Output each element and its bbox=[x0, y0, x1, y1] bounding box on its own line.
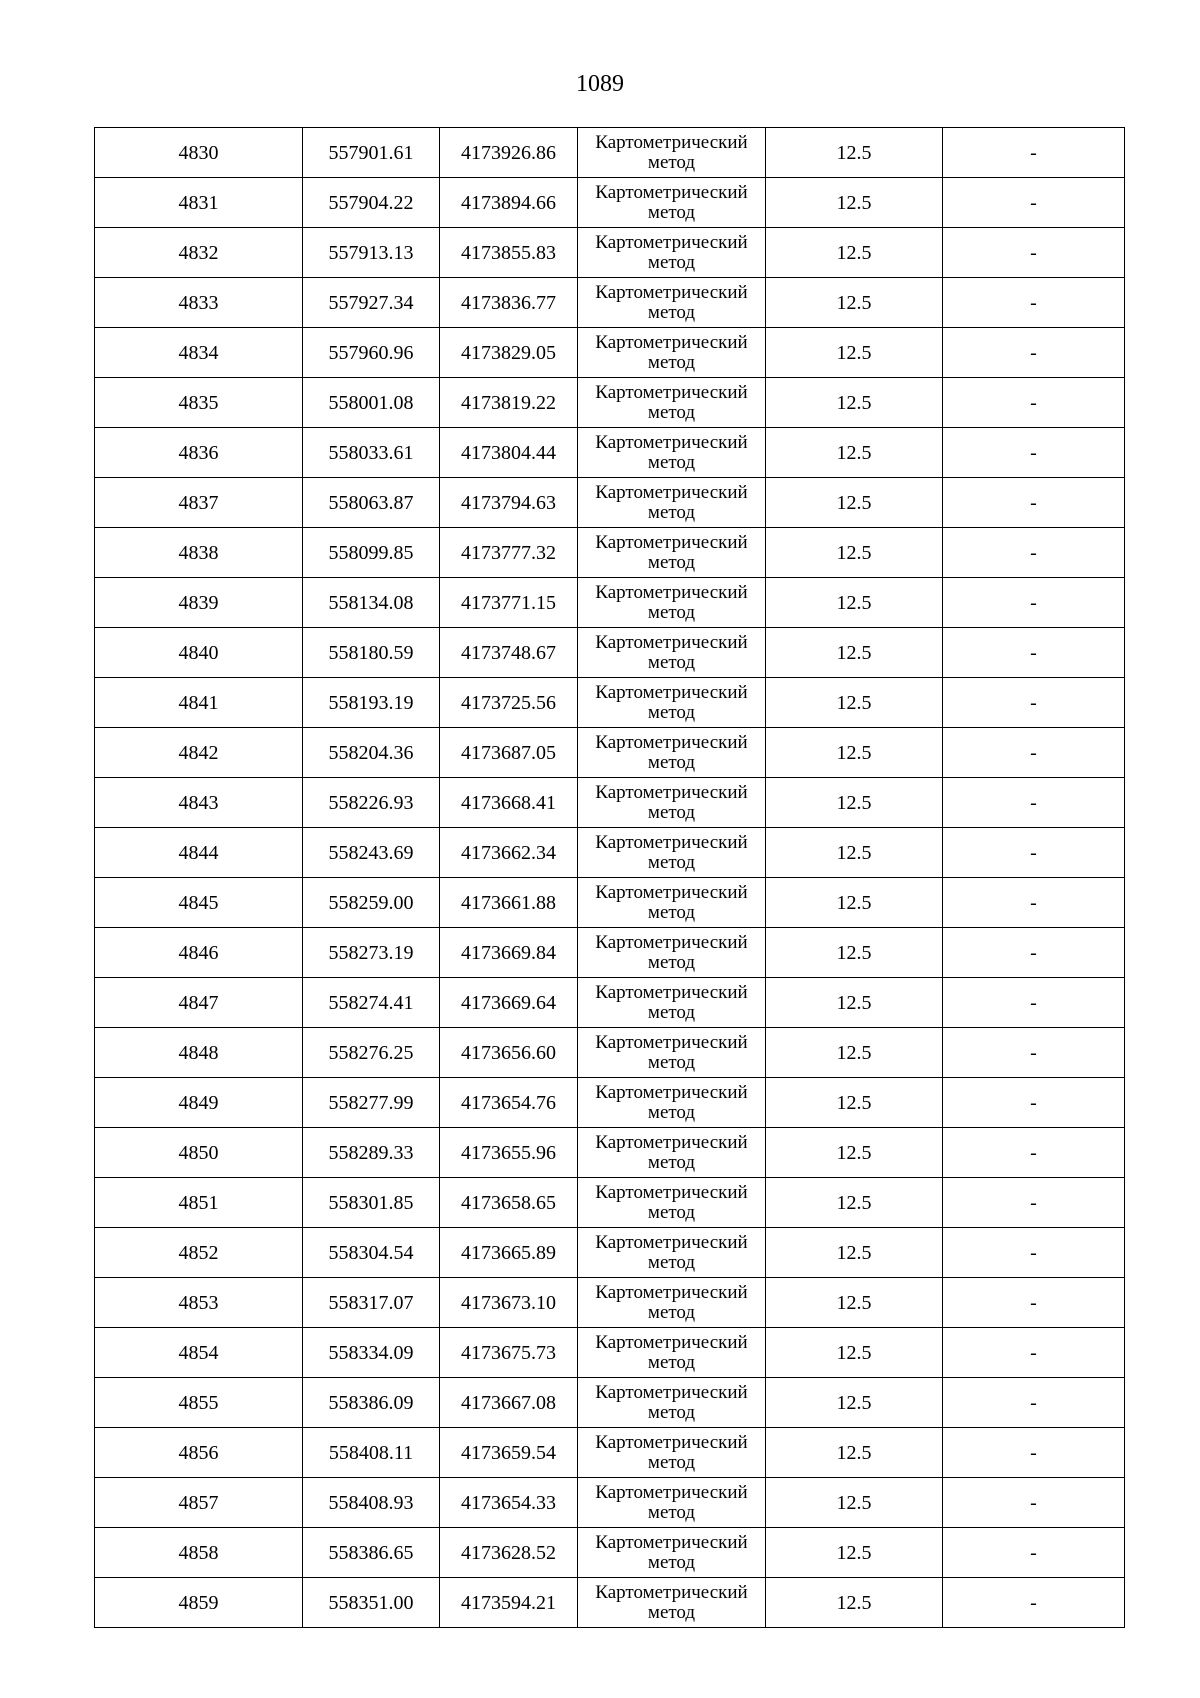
accuracy-cell: 12.5 bbox=[766, 128, 943, 178]
method-line1: Картометрический bbox=[595, 731, 748, 753]
method-cell bbox=[578, 228, 766, 278]
method-line2: метод bbox=[647, 1101, 696, 1123]
coordinates-table bbox=[94, 127, 1125, 1628]
method-line1: Картометрический bbox=[595, 481, 748, 503]
point-number-cell: 4859 bbox=[95, 1578, 303, 1628]
method-line1: Картометрический bbox=[595, 681, 748, 703]
method-line1: Картометрический bbox=[595, 1281, 748, 1303]
y-coordinate-cell: 4173669.84 bbox=[440, 928, 578, 978]
method-line1: Картометрический bbox=[595, 131, 748, 153]
x-coordinate-cell: 558276.25 bbox=[303, 1028, 440, 1078]
method-cell bbox=[578, 1128, 766, 1178]
accuracy-cell: 12.5 bbox=[766, 578, 943, 628]
x-coordinate-cell: 558273.19 bbox=[303, 928, 440, 978]
x-coordinate-cell: 558259.00 bbox=[303, 878, 440, 928]
y-coordinate-cell: 4173667.08 bbox=[440, 1378, 578, 1428]
y-coordinate-cell: 4173662.34 bbox=[440, 828, 578, 878]
y-coordinate-cell: 4173804.44 bbox=[440, 428, 578, 478]
x-coordinate-cell: 558193.19 bbox=[303, 678, 440, 728]
point-number-cell: 4849 bbox=[95, 1078, 303, 1128]
accuracy-cell: 12.5 bbox=[766, 928, 943, 978]
point-number-cell: 4853 bbox=[95, 1278, 303, 1328]
table-row bbox=[95, 1478, 1125, 1528]
table-row bbox=[95, 1028, 1125, 1078]
y-coordinate-cell: 4173673.10 bbox=[440, 1278, 578, 1328]
method-line1: Картометрический bbox=[595, 1531, 748, 1553]
table-row bbox=[95, 1328, 1125, 1378]
table-row bbox=[95, 1178, 1125, 1228]
table-row bbox=[95, 628, 1125, 678]
y-coordinate-cell: 4173655.96 bbox=[440, 1128, 578, 1178]
x-coordinate-cell: 558033.61 bbox=[303, 428, 440, 478]
accuracy-cell: 12.5 bbox=[766, 328, 943, 378]
note-cell: - bbox=[943, 1028, 1125, 1078]
note-cell: - bbox=[943, 1528, 1125, 1578]
x-coordinate-cell: 557904.22 bbox=[303, 178, 440, 228]
table-body bbox=[95, 128, 1125, 1628]
x-coordinate-cell: 558226.93 bbox=[303, 778, 440, 828]
note-cell: - bbox=[943, 1278, 1125, 1328]
accuracy-cell: 12.5 bbox=[766, 478, 943, 528]
y-coordinate-cell: 4173656.60 bbox=[440, 1028, 578, 1078]
note-cell: - bbox=[943, 1428, 1125, 1478]
method-line1: Картометрический bbox=[595, 831, 748, 853]
method-cell bbox=[578, 1428, 766, 1478]
method-line1: Картометрический bbox=[595, 231, 748, 253]
point-number-cell: 4856 bbox=[95, 1428, 303, 1478]
accuracy-cell: 12.5 bbox=[766, 1428, 943, 1478]
method-line2: метод bbox=[647, 1401, 696, 1423]
point-number-cell: 4848 bbox=[95, 1028, 303, 1078]
x-coordinate-cell: 558277.99 bbox=[303, 1078, 440, 1128]
point-number-cell: 4831 bbox=[95, 178, 303, 228]
method-line1: Картометрический bbox=[595, 781, 748, 803]
method-line1: Картометрический bbox=[595, 1431, 748, 1453]
point-number-cell: 4842 bbox=[95, 728, 303, 778]
method-line2: метод bbox=[647, 701, 696, 723]
method-cell bbox=[578, 1228, 766, 1278]
accuracy-cell: 12.5 bbox=[766, 1378, 943, 1428]
method-line2: метод bbox=[647, 401, 696, 423]
table-row bbox=[95, 828, 1125, 878]
point-number-cell: 4852 bbox=[95, 1228, 303, 1278]
method-line2: метод bbox=[647, 1601, 696, 1623]
method-cell bbox=[578, 1078, 766, 1128]
method-line2: метод bbox=[647, 1201, 696, 1223]
table-row bbox=[95, 378, 1125, 428]
point-number-cell: 4854 bbox=[95, 1328, 303, 1378]
method-line2: метод bbox=[647, 1351, 696, 1373]
table-row bbox=[95, 178, 1125, 228]
y-coordinate-cell: 4173594.21 bbox=[440, 1578, 578, 1628]
y-coordinate-cell: 4173661.88 bbox=[440, 878, 578, 928]
y-coordinate-cell: 4173771.15 bbox=[440, 578, 578, 628]
note-cell: - bbox=[943, 1078, 1125, 1128]
method-cell bbox=[578, 1328, 766, 1378]
point-number-cell: 4837 bbox=[95, 478, 303, 528]
x-coordinate-cell: 558204.36 bbox=[303, 728, 440, 778]
method-cell bbox=[578, 878, 766, 928]
method-line2: метод bbox=[647, 201, 696, 223]
method-cell bbox=[578, 428, 766, 478]
method-cell bbox=[578, 1478, 766, 1528]
point-number-cell: 4845 bbox=[95, 878, 303, 928]
method-cell bbox=[578, 628, 766, 678]
method-line2: метод bbox=[647, 851, 696, 873]
table-row bbox=[95, 1578, 1125, 1628]
accuracy-cell: 12.5 bbox=[766, 728, 943, 778]
method-line1: Картометрический bbox=[595, 1131, 748, 1153]
note-cell: - bbox=[943, 1178, 1125, 1228]
method-line2: метод bbox=[647, 751, 696, 773]
method-line1: Картометрический bbox=[595, 381, 748, 403]
method-line2: метод bbox=[647, 251, 696, 273]
table-row bbox=[95, 578, 1125, 628]
y-coordinate-cell: 4173855.83 bbox=[440, 228, 578, 278]
point-number-cell: 4855 bbox=[95, 1378, 303, 1428]
method-cell bbox=[578, 128, 766, 178]
note-cell: - bbox=[943, 1578, 1125, 1628]
note-cell: - bbox=[943, 228, 1125, 278]
method-line1: Картометрический bbox=[595, 1231, 748, 1253]
x-coordinate-cell: 557960.96 bbox=[303, 328, 440, 378]
point-number-cell: 4857 bbox=[95, 1478, 303, 1528]
method-line2: метод bbox=[647, 1301, 696, 1323]
method-line1: Картометрический bbox=[595, 881, 748, 903]
method-line2: метод bbox=[647, 1451, 696, 1473]
method-line2: метод bbox=[647, 801, 696, 823]
table-row bbox=[95, 1278, 1125, 1328]
method-line1: Картометрический bbox=[595, 531, 748, 553]
point-number-cell: 4850 bbox=[95, 1128, 303, 1178]
note-cell: - bbox=[943, 378, 1125, 428]
y-coordinate-cell: 4173748.67 bbox=[440, 628, 578, 678]
method-line2: метод bbox=[647, 1501, 696, 1523]
note-cell: - bbox=[943, 1128, 1125, 1178]
method-cell bbox=[578, 278, 766, 328]
note-cell: - bbox=[943, 1228, 1125, 1278]
accuracy-cell: 12.5 bbox=[766, 278, 943, 328]
point-number-cell: 4839 bbox=[95, 578, 303, 628]
method-line2: метод bbox=[647, 951, 696, 973]
accuracy-cell: 12.5 bbox=[766, 1128, 943, 1178]
table-row bbox=[95, 1078, 1125, 1128]
x-coordinate-cell: 558351.00 bbox=[303, 1578, 440, 1628]
y-coordinate-cell: 4173819.22 bbox=[440, 378, 578, 428]
note-cell: - bbox=[943, 128, 1125, 178]
note-cell: - bbox=[943, 328, 1125, 378]
note-cell: - bbox=[943, 878, 1125, 928]
table-row bbox=[95, 128, 1125, 178]
note-cell: - bbox=[943, 528, 1125, 578]
point-number-cell: 4833 bbox=[95, 278, 303, 328]
method-line2: метод bbox=[647, 301, 696, 323]
table-row bbox=[95, 278, 1125, 328]
method-line2: метод bbox=[647, 451, 696, 473]
y-coordinate-cell: 4173654.76 bbox=[440, 1078, 578, 1128]
y-coordinate-cell: 4173894.66 bbox=[440, 178, 578, 228]
note-cell: - bbox=[943, 178, 1125, 228]
table-row bbox=[95, 478, 1125, 528]
accuracy-cell: 12.5 bbox=[766, 1178, 943, 1228]
x-coordinate-cell: 558180.59 bbox=[303, 628, 440, 678]
point-number-cell: 4841 bbox=[95, 678, 303, 728]
table-row bbox=[95, 778, 1125, 828]
method-line2: метод bbox=[647, 1551, 696, 1573]
table-row bbox=[95, 228, 1125, 278]
note-cell: - bbox=[943, 728, 1125, 778]
method-line1: Картометрический bbox=[595, 1581, 748, 1603]
method-line2: метод bbox=[647, 601, 696, 623]
y-coordinate-cell: 4173669.64 bbox=[440, 978, 578, 1028]
method-cell bbox=[578, 178, 766, 228]
method-cell bbox=[578, 378, 766, 428]
x-coordinate-cell: 558001.08 bbox=[303, 378, 440, 428]
x-coordinate-cell: 558289.33 bbox=[303, 1128, 440, 1178]
accuracy-cell: 12.5 bbox=[766, 1578, 943, 1628]
x-coordinate-cell: 557901.61 bbox=[303, 128, 440, 178]
point-number-cell: 4834 bbox=[95, 328, 303, 378]
method-line1: Картометрический bbox=[595, 1331, 748, 1353]
x-coordinate-cell: 558099.85 bbox=[303, 528, 440, 578]
accuracy-cell: 12.5 bbox=[766, 1078, 943, 1128]
method-line2: метод bbox=[647, 1051, 696, 1073]
method-line1: Картометрический bbox=[595, 331, 748, 353]
method-cell bbox=[578, 828, 766, 878]
table-row bbox=[95, 528, 1125, 578]
method-line1: Картометрический bbox=[595, 431, 748, 453]
x-coordinate-cell: 558334.09 bbox=[303, 1328, 440, 1378]
y-coordinate-cell: 4173658.65 bbox=[440, 1178, 578, 1228]
method-line2: метод bbox=[647, 901, 696, 923]
method-line1: Картометрический bbox=[595, 181, 748, 203]
point-number-cell: 4843 bbox=[95, 778, 303, 828]
note-cell: - bbox=[943, 678, 1125, 728]
y-coordinate-cell: 4173926.86 bbox=[440, 128, 578, 178]
method-line1: Картометрический bbox=[595, 1181, 748, 1203]
method-line1: Картометрический bbox=[595, 581, 748, 603]
table-row bbox=[95, 1528, 1125, 1578]
note-cell: - bbox=[943, 578, 1125, 628]
y-coordinate-cell: 4173628.52 bbox=[440, 1528, 578, 1578]
note-cell: - bbox=[943, 428, 1125, 478]
method-cell bbox=[578, 678, 766, 728]
x-coordinate-cell: 558301.85 bbox=[303, 1178, 440, 1228]
method-line1: Картометрический bbox=[595, 981, 748, 1003]
note-cell: - bbox=[943, 828, 1125, 878]
point-number-cell: 4846 bbox=[95, 928, 303, 978]
note-cell: - bbox=[943, 1478, 1125, 1528]
x-coordinate-cell: 557927.34 bbox=[303, 278, 440, 328]
accuracy-cell: 12.5 bbox=[766, 428, 943, 478]
page-number: 1089 bbox=[576, 71, 624, 97]
accuracy-cell: 12.5 bbox=[766, 828, 943, 878]
method-cell bbox=[578, 1578, 766, 1628]
point-number-cell: 4847 bbox=[95, 978, 303, 1028]
point-number-cell: 4840 bbox=[95, 628, 303, 678]
method-line1: Картометрический bbox=[595, 1481, 748, 1503]
point-number-cell: 4838 bbox=[95, 528, 303, 578]
note-cell: - bbox=[943, 978, 1125, 1028]
note-cell: - bbox=[943, 628, 1125, 678]
accuracy-cell: 12.5 bbox=[766, 978, 943, 1028]
x-coordinate-cell: 558063.87 bbox=[303, 478, 440, 528]
method-line2: метод bbox=[647, 501, 696, 523]
table-row bbox=[95, 1128, 1125, 1178]
y-coordinate-cell: 4173659.54 bbox=[440, 1428, 578, 1478]
table-row bbox=[95, 1228, 1125, 1278]
x-coordinate-cell: 558134.08 bbox=[303, 578, 440, 628]
method-cell bbox=[578, 728, 766, 778]
accuracy-cell: 12.5 bbox=[766, 1528, 943, 1578]
point-number-cell: 4830 bbox=[95, 128, 303, 178]
method-cell bbox=[578, 1378, 766, 1428]
table-row bbox=[95, 678, 1125, 728]
method-line1: Картометрический bbox=[595, 631, 748, 653]
table-row bbox=[95, 928, 1125, 978]
y-coordinate-cell: 4173836.77 bbox=[440, 278, 578, 328]
table-row bbox=[95, 1378, 1125, 1428]
y-coordinate-cell: 4173794.63 bbox=[440, 478, 578, 528]
method-cell bbox=[578, 928, 766, 978]
accuracy-cell: 12.5 bbox=[766, 178, 943, 228]
method-cell bbox=[578, 778, 766, 828]
x-coordinate-cell: 558317.07 bbox=[303, 1278, 440, 1328]
table-row bbox=[95, 978, 1125, 1028]
x-coordinate-cell: 557913.13 bbox=[303, 228, 440, 278]
y-coordinate-cell: 4173675.73 bbox=[440, 1328, 578, 1378]
accuracy-cell: 12.5 bbox=[766, 1478, 943, 1528]
method-line1: Картометрический bbox=[595, 1081, 748, 1103]
point-number-cell: 4832 bbox=[95, 228, 303, 278]
method-cell bbox=[578, 1528, 766, 1578]
table-row bbox=[95, 878, 1125, 928]
y-coordinate-cell: 4173725.56 bbox=[440, 678, 578, 728]
accuracy-cell: 12.5 bbox=[766, 1278, 943, 1328]
method-line2: метод bbox=[647, 1251, 696, 1273]
accuracy-cell: 12.5 bbox=[766, 378, 943, 428]
accuracy-cell: 12.5 bbox=[766, 228, 943, 278]
point-number-cell: 4836 bbox=[95, 428, 303, 478]
table-row bbox=[95, 728, 1125, 778]
x-coordinate-cell: 558274.41 bbox=[303, 978, 440, 1028]
x-coordinate-cell: 558386.65 bbox=[303, 1528, 440, 1578]
point-number-cell: 4851 bbox=[95, 1178, 303, 1228]
note-cell: - bbox=[943, 478, 1125, 528]
note-cell: - bbox=[943, 1328, 1125, 1378]
accuracy-cell: 12.5 bbox=[766, 1328, 943, 1378]
point-number-cell: 4858 bbox=[95, 1528, 303, 1578]
method-line1: Картометрический bbox=[595, 931, 748, 953]
y-coordinate-cell: 4173777.32 bbox=[440, 528, 578, 578]
note-cell: - bbox=[943, 778, 1125, 828]
method-line2: метод bbox=[647, 1001, 696, 1023]
y-coordinate-cell: 4173687.05 bbox=[440, 728, 578, 778]
x-coordinate-cell: 558304.54 bbox=[303, 1228, 440, 1278]
method-line2: метод bbox=[647, 351, 696, 373]
method-line2: метод bbox=[647, 651, 696, 673]
accuracy-cell: 12.5 bbox=[766, 1228, 943, 1278]
point-number-cell: 4844 bbox=[95, 828, 303, 878]
y-coordinate-cell: 4173654.33 bbox=[440, 1478, 578, 1528]
method-line2: метод bbox=[647, 151, 696, 173]
method-cell bbox=[578, 328, 766, 378]
x-coordinate-cell: 558243.69 bbox=[303, 828, 440, 878]
method-line2: метод bbox=[647, 1151, 696, 1173]
method-cell bbox=[578, 478, 766, 528]
method-line1: Картометрический bbox=[595, 1381, 748, 1403]
y-coordinate-cell: 4173829.05 bbox=[440, 328, 578, 378]
x-coordinate-cell: 558408.11 bbox=[303, 1428, 440, 1478]
accuracy-cell: 12.5 bbox=[766, 628, 943, 678]
method-cell bbox=[578, 1278, 766, 1328]
y-coordinate-cell: 4173665.89 bbox=[440, 1228, 578, 1278]
accuracy-cell: 12.5 bbox=[766, 878, 943, 928]
method-line1: Картометрический bbox=[595, 1031, 748, 1053]
table-row bbox=[95, 1428, 1125, 1478]
table-row bbox=[95, 328, 1125, 378]
accuracy-cell: 12.5 bbox=[766, 528, 943, 578]
note-cell: - bbox=[943, 278, 1125, 328]
accuracy-cell: 12.5 bbox=[766, 1028, 943, 1078]
accuracy-cell: 12.5 bbox=[766, 678, 943, 728]
method-cell bbox=[578, 578, 766, 628]
method-cell bbox=[578, 1178, 766, 1228]
table-row bbox=[95, 428, 1125, 478]
y-coordinate-cell: 4173668.41 bbox=[440, 778, 578, 828]
method-line1: Картометрический bbox=[595, 281, 748, 303]
x-coordinate-cell: 558386.09 bbox=[303, 1378, 440, 1428]
method-cell bbox=[578, 1028, 766, 1078]
method-cell bbox=[578, 978, 766, 1028]
x-coordinate-cell: 558408.93 bbox=[303, 1478, 440, 1528]
note-cell: - bbox=[943, 1378, 1125, 1428]
accuracy-cell: 12.5 bbox=[766, 778, 943, 828]
method-cell bbox=[578, 528, 766, 578]
point-number-cell: 4835 bbox=[95, 378, 303, 428]
note-cell: - bbox=[943, 928, 1125, 978]
method-line2: метод bbox=[647, 551, 696, 573]
